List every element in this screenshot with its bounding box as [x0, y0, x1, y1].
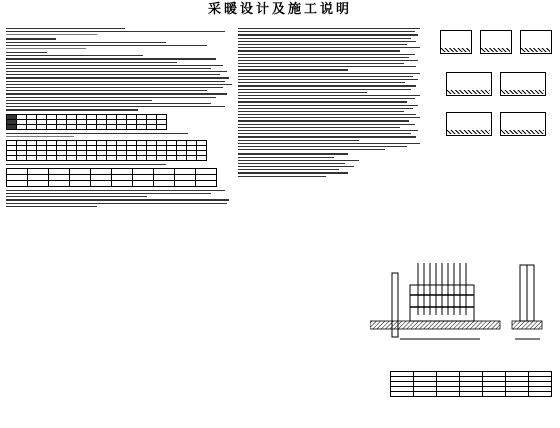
- pipe-spec-table-3: [6, 168, 217, 187]
- symbol-legend-table: [390, 371, 552, 397]
- manifold-section-drawing: [370, 255, 560, 345]
- spec-column-middle: [238, 26, 422, 180]
- text-block: [6, 38, 234, 49]
- text-block: [6, 190, 234, 207]
- hatch-fill: [446, 90, 490, 94]
- spec-column-left: [6, 26, 234, 210]
- text-block: [6, 28, 234, 35]
- hatch-fill: [500, 90, 544, 94]
- text-block: [6, 52, 234, 111]
- hatch-fill: [446, 130, 490, 134]
- document-title: 采暖设计及施工说明: [207, 2, 352, 17]
- text-block: [238, 28, 422, 150]
- pipe-spec-table-2: [6, 140, 207, 161]
- pipe-spec-table-1: [6, 114, 167, 130]
- hatch-fill: [480, 48, 510, 52]
- hatch-fill: [520, 48, 550, 52]
- text-block: [6, 164, 234, 165]
- text-block: [238, 153, 422, 177]
- hatch-fill: [500, 130, 544, 134]
- text-block: [6, 133, 234, 137]
- hatch-fill: [440, 48, 470, 52]
